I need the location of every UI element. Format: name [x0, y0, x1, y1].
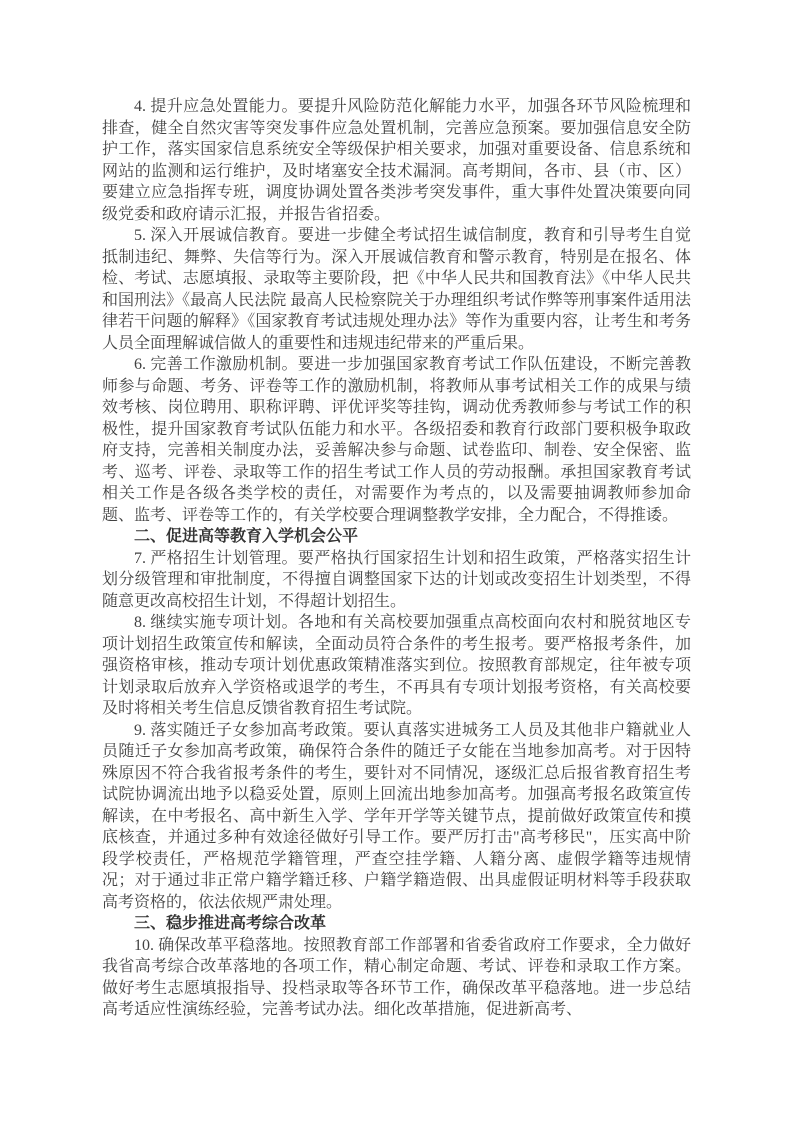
section-heading-iii: 三、稳步推进高考综合改革: [134, 915, 327, 932]
paragraph-item-7: 7. 严格招生计划管理。要严格执行国家招生计划和招生政策，严格落实招生计划分级管理和审批制度，不得擅自调整国家下达的计划或改变招生计划类型，不得随意更改高校招生计划，不得超计划招生。: [102, 549, 691, 610]
document-body: [102, 96, 691, 1021]
paragraph-item-8: 8. 继续实施专项计划。各地和有关高校要加强重点高校面向农村和脱贫地区专项计划招生政策宣传和解读，全面动员符合条件的考生报考。要严格报考条件，加强资格审核，推动专项计划优惠政策精准落实到位。按照教育部规定，往年被专项计划录取后放弃入学资格或退学的考生，不再具有专项计划报考资格，有关高校要及时将相关考生信息反馈省教育招生考试院。: [102, 614, 691, 717]
section-heading-ii: 二、促进高等教育入学机会公平: [134, 528, 359, 545]
paragraph-item-4: 4. 提升应急处置能力。要提升风险防范化解能力水平，加强各环节风险梳理和排查，健全自然灾害等突发事件应急处置机制，完善应急预案。要加强信息安全防护工作，落实国家信息系统安全等级保护相关要求，加强对重要设备、信息系统和网站的监测和运行维护，及时堵塞安全技术漏洞。高考期间，各市、县（市、区）要建立应急指挥专班，调度协调处置各类涉考突发事件，重大事件处置决策要向同级党委和政府请示汇报，并报告省招委。: [102, 98, 691, 223]
paragraph-item-5: 5. 深入开展诚信教育。要进一步健全考试招生诚信制度，教育和引导考生自觉抵制违纪、舞弊、失信等行为。深入开展诚信教育和警示教育，特别是在报名、体检、考试、志愿填报、录取等主要阶段，把《中华人民共和国教育法》《中华人民共和国刑法》《最高人民法院 最高人民检察院关于办理组织考试作弊等刑事案件适用法律若干问题的解释》《国家教育考试违规处理办法》等作为重要内容，让考生和考务人员全面理解诚信做人的重要性和违规违纪带来的严重后果。: [102, 227, 691, 352]
paragraph-item-6: 6. 完善工作激励机制。要进一步加强国家教育考试工作队伍建设，不断完善教师参与命题、考务、评卷等工作的激励机制，将教师从事考试相关工作的成果与绩效考核、岗位聘用、职称评聘、评优评奖等挂钩，调动优秀教师参与考试工作的积极性，提升国家教育考试队伍能力和水平。各级招委和教育行政部门要积极争取政府支持，完善相关制度办法，妥善解决参与命题、试卷监印、制卷、安全保密、监考、巡考、评卷、录取等工作的招生考试工作人员的劳动报酬。承担国家教育考试相关工作是各级各类学校的责任，对需要作为考点的，以及需要抽调教师参加命题、监考、评卷等工作的，有关学校要合理调整教学安排，全力配合，不得推诿。: [102, 356, 691, 524]
paragraph-item-10: 10. 确保改革平稳落地。按照教育部工作部署和省委省政府工作要求，全力做好我省高考综合改革落地的各项工作，精心制定命题、考试、评卷和录取工作方案。做好考生志愿填报指导、投档录取等各环节工作，确保改革平稳落地。进一步总结高考适应性演练经验，完善考试办法。细化改革措施，促进新高考、: [102, 936, 691, 1018]
paragraph-item-9: 9. 落实随迁子女参加高考政策。要认真落实进城务工人员及其他非户籍就业人员随迁子女参加高考政策，确保符合条件的随迁子女能在当地参加高考。对于因特殊原因不符合我省报考条件的考生，要针对不同情况，逐级汇总后报省教育招生考试院协调流出地予以稳妥处置，原则上回流出地参加高考。加强高考报名政策宣传解读，在中考报名、高中新生入学、学年开学等关键节点，提前做好政策宣传和摸底核查，并通过多种有效途径做好引导工作。要严厉打击"高考移民"，压实高中阶段学校责任，严格规范学籍管理，严查空挂学籍、人籍分离、虚假学籍等违规情况；对于通过非正常户籍学籍迁移、户籍学籍造假、出具虚假证明材料等手段获取高考资格的，依法依规严肃处理。: [102, 721, 691, 911]
